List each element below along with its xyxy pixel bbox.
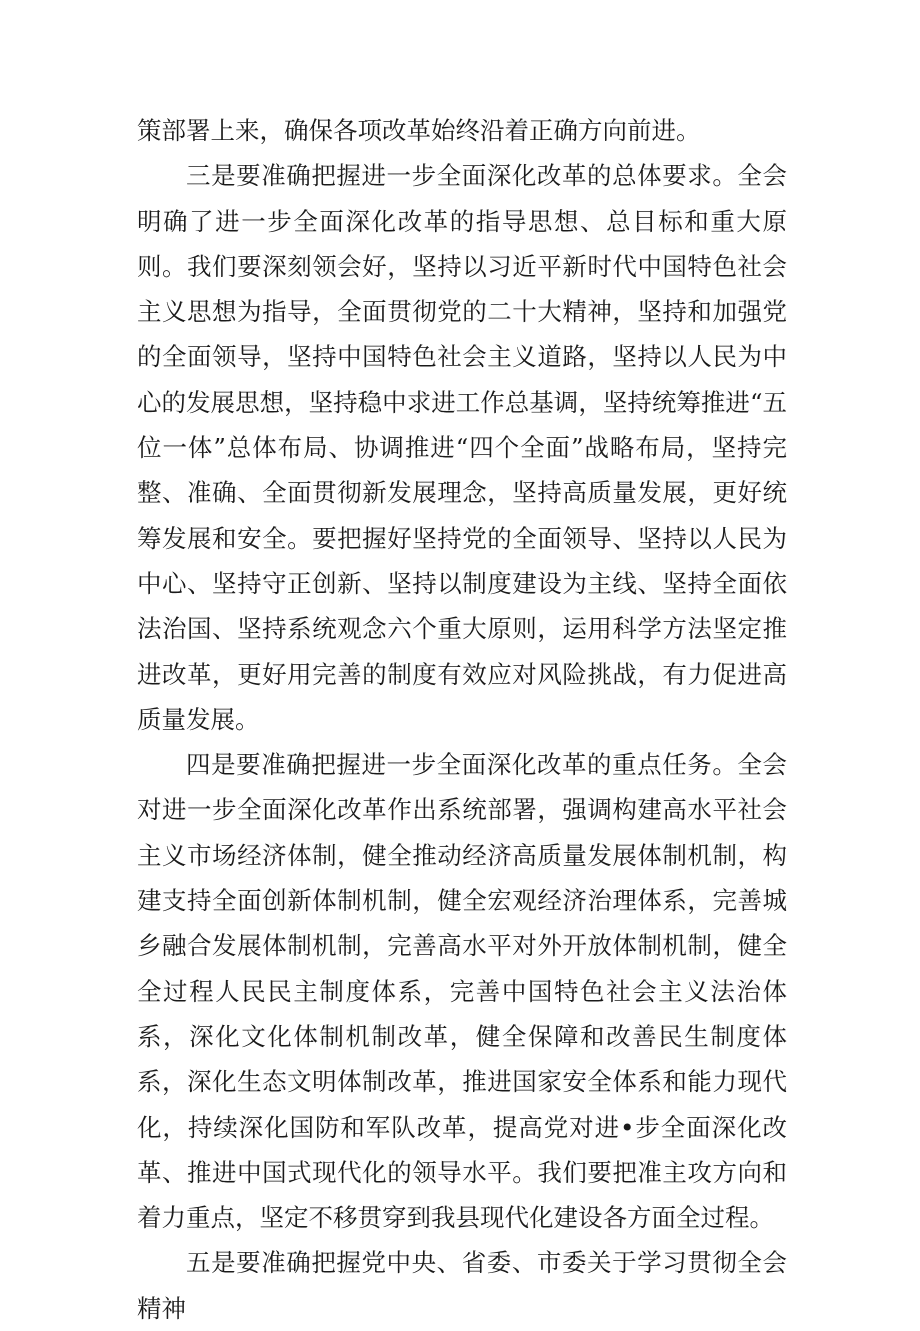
paragraph-general-requirements: 三是要准确把握进一步全面深化改革的总体要求。全会明确了进一步全面深化改革的指导思想、总目标和重大原则。我们要深刻领会好，坚持以习近平新时代中国特色社会主义思想为指导，全面贯彻党的二十大精神，坚持和加强党的全面领导，坚持中国特色社会主义道路，坚持以人民为中心的发展思想，坚持稳中求进工作总基调，坚持统筹推进“五位一体”总体布局、协调推进“四个全面”战略布局，坚持完整、准确、全面贯彻新发展理念，坚持高质量发展，更好统筹发展和安全。要把握好坚持党的全面领导、坚持以人民为中心、坚持守正创新、坚持以制度建设为主线、坚持全面依法治国、坚持系统观念六个重大原则，运用科学方法坚定推进改革，更好用完善的制度有效应对风险挑战，有力促进高质量发展。 xyxy=(137,161,787,734)
body-text xyxy=(137,108,787,1331)
paragraph-continuation: 策部署上来，确保各项改革始终沿着正确方向前进。 xyxy=(137,116,701,145)
paragraph-spirit-study: 五是要准确把握党中央、省委、市委关于学习贯彻全会精神 xyxy=(137,1248,787,1323)
paragraph-key-tasks: 四是要准确把握进一步全面深化改革的重点任务。全会对进一步全面深化改革作出系统部署，强调构建高水平社会主义市场经济体制，健全推动经济高质量发展体制机制，构建支持全面创新体制机制，健全宏观经济治理体系，完善城乡融合发展体制机制，完善高水平对外开放体制机制，健全全过程人民民主制度体系，完善中国特色社会主义法治体系，深化文化体制机制改革，健全保障和改善民生制度体系，深化生态文明体制改革，推进国家安全体系和能力现代化，持续深化国防和军队改革，提高党对进•步全面深化改革、推进中国式现代化的领导水平。我们要把准主攻方向和着力重点，坚定不移贯穿到我县现代化建设各方面全过程。 xyxy=(137,750,787,1233)
